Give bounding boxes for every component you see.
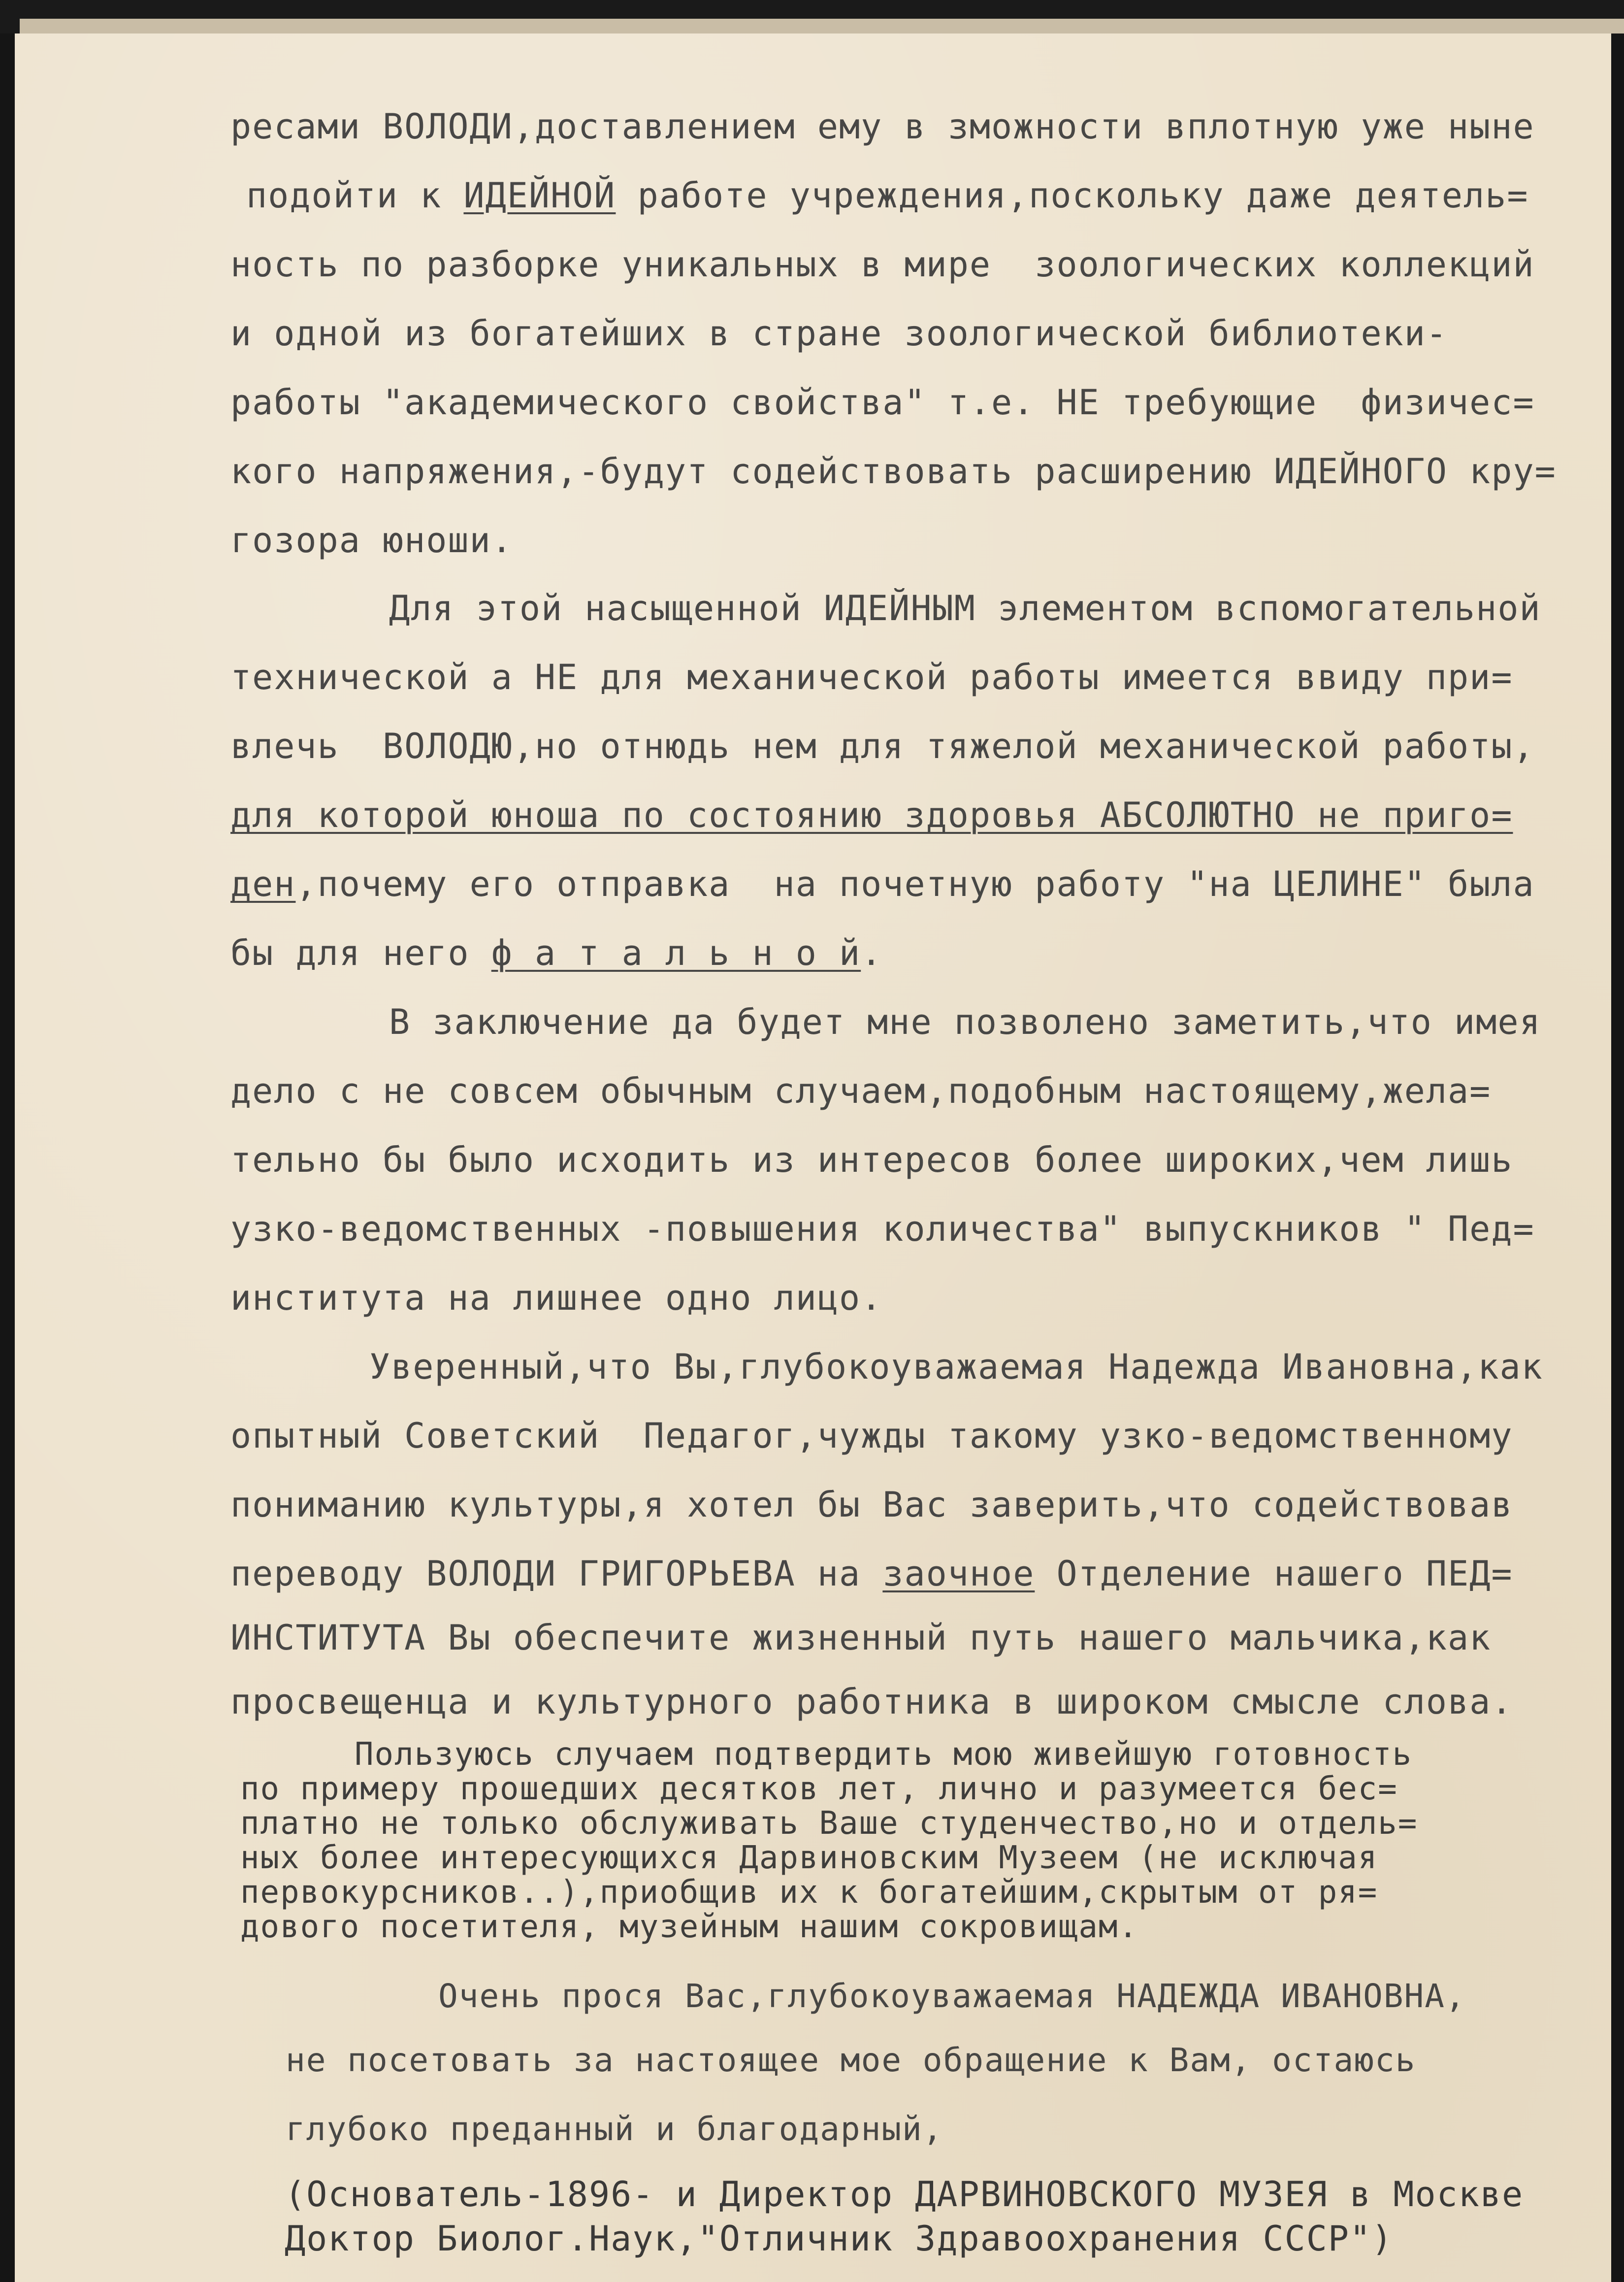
text-line-22-end: Отделение нашего ПЕД=: [1056, 1554, 1513, 1594]
text-line-20: опытный Советский Педагог,чужды такому узко-ведомственному: [230, 1416, 1513, 1456]
text-line-2-end: работе учреждения,поскольку даже деятель=: [616, 175, 1529, 216]
text-line-2-start: подойти к: [246, 175, 464, 216]
text-line-22-gap2: [1035, 1554, 1056, 1594]
ps-line-6: дового посетителя, музейным нашим сокровищам.: [240, 1909, 1138, 1945]
ps-line-1: Пользуюсь случаем подтвердить мою живейшую готовность: [355, 1736, 1413, 1773]
underlying-sheet-edge: [20, 19, 1624, 33]
text-line-16: тельно бы было исходить из интересов более широких,чем лишь: [230, 1140, 1513, 1180]
text-line-8: Для этой насыщенной ИДЕЙНЫМ элементом вспомогательной: [389, 588, 1541, 628]
text-line-17: узко-ведомственных -повышения количества" выпускников " Пед=: [230, 1209, 1535, 1249]
closing-line-1: Очень прося Вас,глубокоуважаемая НАДЕЖДА ИВАНОВНА,: [438, 1977, 1466, 2015]
text-line-15: дело с не совсем обычным случаем,подобным настоящему,жела=: [230, 1071, 1492, 1111]
text-line-3: ность по разборке уникальных в мире зоологических коллекций: [230, 244, 1535, 285]
scanner-background: [0, 0, 1624, 33]
fatal-word-underlined: ф а т а л ь н о й: [491, 933, 861, 973]
text-line-12-underlined-start: ден: [230, 864, 296, 904]
text-line-23: ИНСТИТУТА Вы обеспечите жизненный путь нашего мальчика,как: [230, 1618, 1492, 1658]
text-line-18: института на лишнее одно лицо.: [230, 1278, 883, 1318]
signature-line-2: Доктор Биолог.Наук,"Отличник Здравоохранения СССР"): [285, 2218, 1394, 2259]
text-line-13-period: .: [861, 933, 883, 973]
text-line-14: В заключение да будет мне позволено заметить,что имея: [389, 1002, 1541, 1042]
text-line-12-rest: ,почему его отправка на почетную работу "на ЦЕЛИНЕ" была: [295, 864, 1535, 904]
ps-line-5: первокурсников..),приобщив их к богатейшим,скрытым от ря=: [240, 1874, 1378, 1911]
text-line-13: [230, 933, 883, 973]
text-line-1: ресами ВОЛОДИ,доставлением ему в зможности вплотную уже ныне: [230, 106, 1535, 147]
zaochnoe-word-underlined: заочное: [882, 1554, 1035, 1594]
text-line-13-start: бы для него: [230, 933, 470, 973]
ps-line-3: платно не только обслуживать Ваше студенчество,но и отдель=: [240, 1805, 1418, 1842]
text-line-2: [246, 175, 1529, 216]
ps-line-2: по примеру прошедших десятков лет, лично и разумеется бес=: [240, 1771, 1398, 1807]
closing-line-3: глубоко преданный и благодарный,: [286, 2110, 943, 2148]
text-line-12: [230, 864, 1535, 904]
ps-line-4: ных более интересующихся Дарвиновским Музеем (не исключая: [240, 1840, 1378, 1876]
closing-line-2: не посетовать за настоящее мое обращение к Вам, остаюсь: [286, 2041, 1416, 2079]
text-line-5: работы "академического свойства" т.е. НЕ требующие физичес=: [230, 382, 1535, 423]
text-line-6: кого напряжения,-будут содействовать расширению ИДЕЙНОГО кру=: [230, 451, 1557, 492]
text-line-9: технической а НЕ для механической работы имеется ввиду при=: [230, 657, 1513, 697]
signature-line-1: (Основатель-1896- и Директор ДАРВИНОВСКОГО МУЗЕЯ в Москве: [285, 2174, 1524, 2215]
text-line-11-underlined: для которой юноша по состоянию здоровья АБСОЛЮТНО не приго=: [230, 795, 1513, 835]
text-line-4: и одной из богатейших в стране зоологической библиотеки-: [230, 313, 1448, 354]
text-line-22-start: переводу ВОЛОДИ ГРИГОРЬЕВА на: [230, 1554, 861, 1594]
text-line-19: Уверенный,что Вы,глубокоуважаемая Надежда Ивановна,как: [369, 1347, 1543, 1387]
text-line-24: просвещенца и культурного работника в широком смысле слова.: [230, 1682, 1513, 1722]
text-line-22-gap: [861, 1554, 882, 1594]
text-line-7: гозора юноши.: [230, 520, 513, 561]
text-line-13-gap: [470, 933, 491, 973]
text-line-2-underlined: ИДЕЙНОЙ: [463, 175, 616, 216]
text-line-21: пониманию культуры,я хотел бы Вас заверить,что содействовав: [230, 1485, 1513, 1525]
text-line-22: [230, 1554, 1513, 1594]
text-line-10: влечь ВОЛОДЮ,но отнюдь нем для тяжелой механической работы,: [230, 726, 1535, 766]
